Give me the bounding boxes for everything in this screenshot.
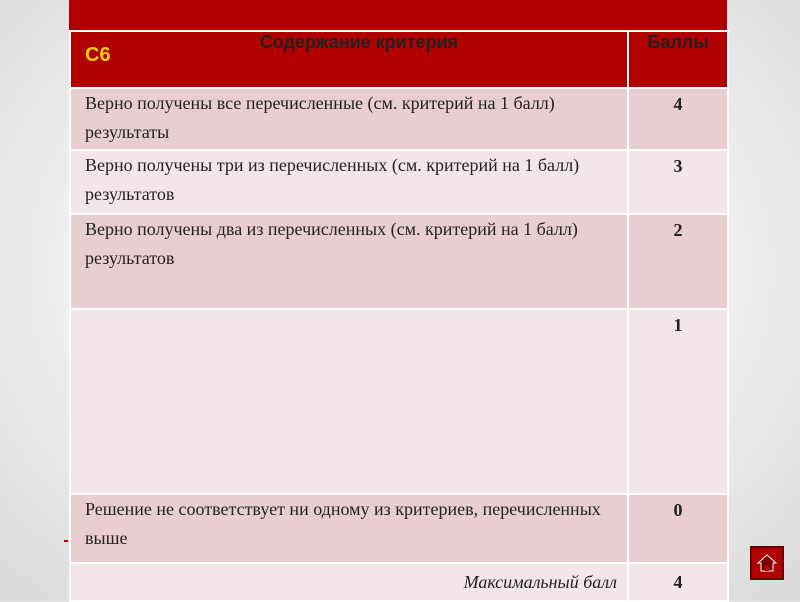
table-header-row: [70, 31, 728, 88]
slide-marker: [64, 540, 68, 542]
table-row: [70, 214, 728, 309]
max-score-value: 4: [628, 563, 728, 601]
criterion-text: Верно получены все перечисленные (см. критерий на 1 балл) результаты: [70, 88, 628, 150]
return-button[interactable]: [750, 546, 784, 580]
criteria-column-title: Содержание критерия: [259, 32, 459, 52]
criterion-points: 2: [628, 214, 728, 309]
max-score-row: [70, 563, 728, 601]
criterion-text: [70, 309, 628, 494]
table-row: [70, 309, 728, 494]
criterion-text: Верно получены два из перечисленных (см. критерий на 1 балл) результатов: [70, 214, 628, 309]
criterion-points: 1: [628, 309, 728, 494]
table-row: [70, 88, 728, 150]
table-row: [70, 494, 728, 563]
criterion-text: Решение не соответствует ни одному из критериев, перечисленных выше: [70, 494, 628, 563]
title-band: [69, 0, 727, 30]
criterion-points: 0: [628, 494, 728, 563]
criterion-points: 4: [628, 88, 728, 150]
max-score-label: Максимальный балл: [70, 563, 628, 601]
table-row: [70, 150, 728, 214]
task-code: C6: [85, 44, 111, 66]
criterion-points: 3: [628, 150, 728, 214]
points-column-title: Баллы: [628, 31, 728, 88]
home-icon: [757, 553, 777, 573]
criteria-header: [70, 31, 628, 88]
criterion-text: Верно получены три из перечисленных (см. критерий на 1 балл) результатов: [70, 150, 628, 214]
criteria-table: [69, 30, 729, 602]
